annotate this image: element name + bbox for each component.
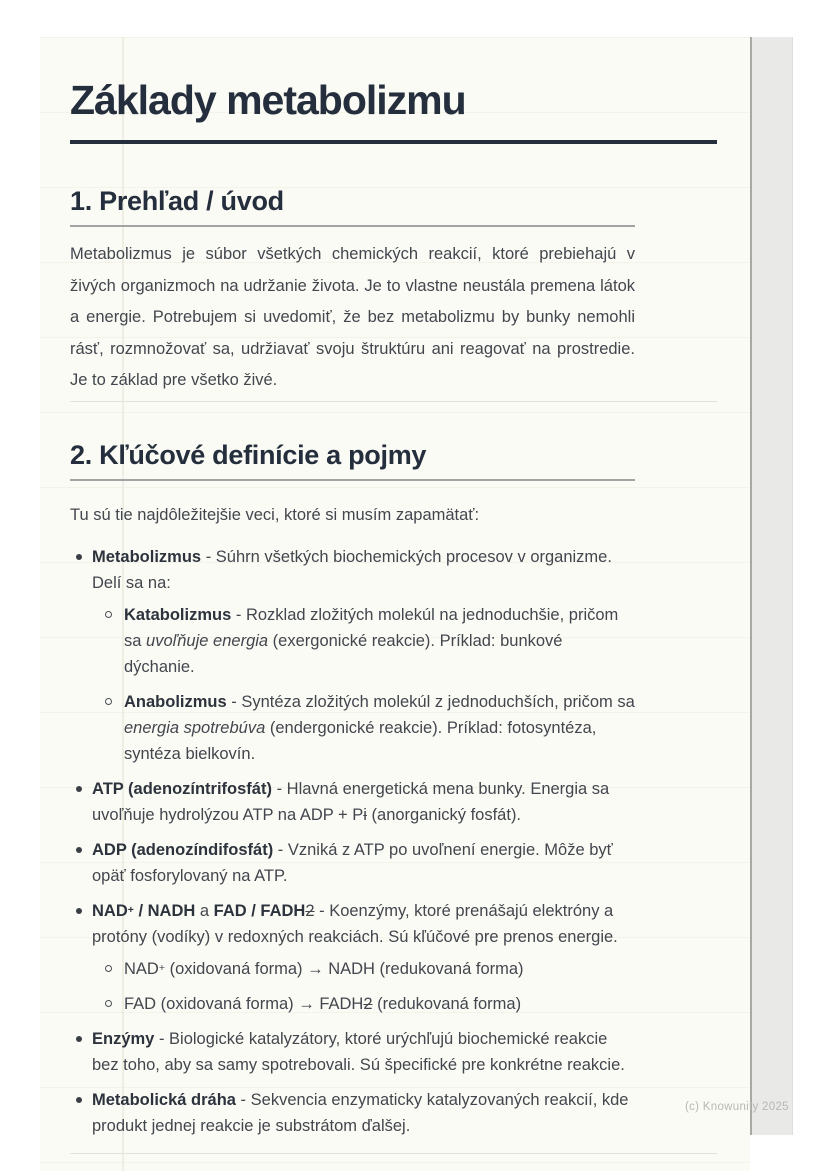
term-text: Enzýmy [92, 1029, 155, 1048]
sub-bullet-icon [105, 1000, 112, 1007]
term-text: Metabolizmus [92, 547, 202, 566]
list-item-adp [92, 837, 635, 889]
text-segment: - Súhrn všetkých biochemických procesov v organizme. Delí sa na: [92, 547, 612, 592]
bullet-icon [76, 554, 82, 560]
bullet-icon [76, 786, 82, 792]
list-item-text [124, 995, 521, 1013]
list-item-text [92, 1030, 625, 1074]
bullet-icon [76, 847, 82, 853]
section-underline [70, 479, 635, 481]
term-text: NAD [92, 901, 128, 920]
term-text: Anabolizmus [124, 692, 227, 711]
list-item-fadh [124, 991, 635, 1017]
text-segment: - Koenzýmy, ktoré prenášajú elektróny a protóny (vodíky) v redoxných reakciách. Sú kľúčové pre prenos energie. [92, 901, 618, 946]
text-segment: (exergonické reakcie). Príklad: bunkové dýchanie. [124, 631, 563, 676]
text-segment: - Vzniká z ATP po uvoľnení energie. Môže byť opäť fosforylovaný na ATP. [92, 840, 613, 885]
strikethrough-text: 2 [363, 994, 373, 1013]
document-page [40, 37, 750, 1171]
strikethrough-text: i [363, 805, 367, 824]
italic-text: energia spotrebúva [124, 718, 266, 737]
list-item-text [124, 960, 524, 978]
bottom-divider [70, 1153, 717, 1154]
text-segment: (redukovaná forma) [372, 994, 522, 1013]
page-content [70, 78, 717, 1154]
intro-paragraph: Metabolizmus je súbor všetkých chemických reakcií, ktoré prebiehajú v živých organizmoch na udržanie života. Je to vlastne neustála premena látok a energie. Potrebujem si uvedomiť, že bez metabolizmu by bunky nemohli rásť, rozmnožovať sa, udržiavať svoju štruktúru ani reagovať na prostredie. Je to základ pre všetko živé. [70, 245, 635, 390]
list-item-atp [92, 776, 635, 828]
text-segment: - Syntéza zložitých molekúl z jednoduchších, pričom sa [226, 692, 635, 711]
list-item-text [124, 693, 635, 763]
section-heading-1: 1. Prehľad / úvod [70, 186, 284, 216]
text-segment: - Sekvencia enzymaticky katalyzovaných reakcií, kde produkt jednej reakcie je substrátom ďalšej. [92, 1090, 629, 1135]
bullet-icon [76, 1036, 82, 1042]
superscript-text: + [158, 961, 165, 974]
list-item-metabolizmus [92, 544, 635, 767]
sub-definition-list [92, 602, 635, 767]
sub-bullet-icon [105, 611, 112, 618]
term-text: Katabolizmus [124, 605, 232, 624]
text-segment: (endergonické reakcie). Príklad: fotosyntéza, syntéza bielkovín. [124, 718, 597, 763]
list-item-metabolicka-draha [92, 1087, 635, 1139]
list-item-enzymy [92, 1026, 635, 1078]
list-item-text [92, 1091, 628, 1135]
text-segment: - Hlavná energetická mena bunky. Energia sa uvoľňuje hydrolýzou ATP na ADP + P [92, 779, 610, 824]
definition-list [70, 544, 635, 1139]
list-item-text [92, 548, 612, 592]
term-text: ATP (adenozíntrifosfát) [92, 779, 272, 798]
sub-bullet-icon [105, 965, 112, 972]
list-item-text [124, 606, 618, 676]
list-intro-text: Tu sú tie najdôležitejšie veci, ktoré si musím zapamätať: [70, 505, 480, 524]
page-title: Základy metabolizmu [70, 77, 466, 123]
sub-definition-list [92, 956, 635, 1017]
list-item-anabolizmus [124, 689, 635, 767]
list-item-text [92, 841, 613, 885]
footer-watermark: (c) Knowunity 2025 [685, 1101, 789, 1113]
list-item-text [92, 902, 618, 946]
superscript-text: + [127, 903, 134, 916]
italic-text: uvoľňuje energia [146, 631, 269, 650]
text-segment: (oxidovaná forma) → NADH (redukovaná forma) [164, 959, 524, 978]
section-underline [70, 225, 635, 227]
sub-bullet-icon [105, 698, 112, 705]
title-rule [70, 140, 717, 144]
text-segment: FAD (oxidovaná forma) → FADH [124, 994, 364, 1013]
strikethrough-text: 2 [305, 901, 315, 920]
text-segment: NAD [124, 959, 159, 978]
list-item-text [92, 780, 609, 824]
list-item-nadh [124, 956, 635, 982]
text-segment: - Rozklad zložitých molekúl na jednoduchšie, pričom sa [124, 605, 619, 650]
page-edge-shadow [750, 37, 793, 1135]
list-item-nad-fad [92, 898, 635, 1017]
list-item-katabolizmus [124, 602, 635, 680]
bullet-icon [76, 908, 82, 914]
term-text: FAD / FADH [213, 901, 306, 920]
term-text: ADP (adenozíndifosfát) [92, 840, 274, 859]
term-text: Metabolická dráha [92, 1090, 236, 1109]
section-heading-2: 2. Kľúčové definície a pojmy [70, 439, 427, 470]
text-segment: a [195, 901, 214, 920]
section-divider [70, 401, 717, 402]
text-segment: (anorganický fosfát). [366, 805, 522, 824]
term-text: / NADH [133, 901, 196, 920]
text-segment: - Biologické katalyzátory, ktoré urýchľujú biochemické reakcie bez toho, aby sa samy spotrebovali. Sú špecifické pre konkrétne reakcie. [92, 1029, 625, 1074]
bullet-icon [76, 1097, 82, 1103]
